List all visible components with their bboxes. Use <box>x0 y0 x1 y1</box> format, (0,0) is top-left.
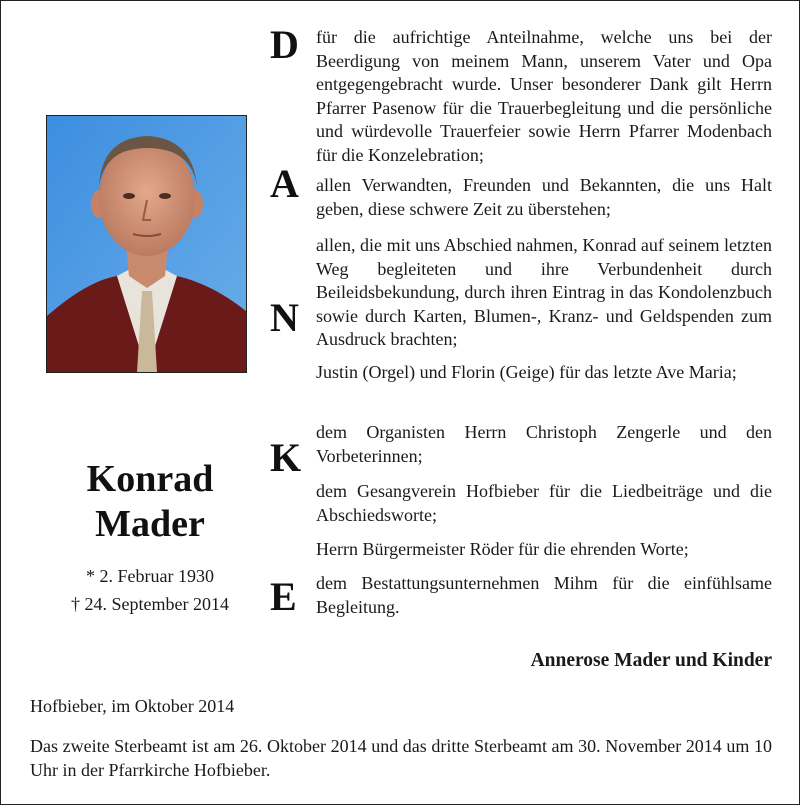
deceased-last-name: Mader <box>95 503 205 545</box>
portrait-photo <box>46 115 247 373</box>
thanks-paragraph-1: für die aufrichtige Anteilnahme, welche uns bei der Beerdigung von meinem Mann, unserem Vater und Opa entgegengebracht wurde. Unser besonderer Dank gilt Herrn Pfarrer Pasenow für die Trauerbegleitung und die persönliche und würdevolle Trauerfeier sowie Herrn Pfarrer Modenbach für die Konzelebration; <box>316 27 772 165</box>
thanks-paragraph-8: dem Bestattungsunternehmen Mihm für die einfühlsame Begleitung. <box>316 573 772 617</box>
letter-k: K <box>270 435 302 480</box>
deceased-first-name: Konrad <box>86 458 214 500</box>
letter-a: A <box>270 161 299 206</box>
death-date: † 24. September 2014 <box>71 594 229 614</box>
thanks-paragraph-7: Herrn Bürgermeister Röder für die ehrenden Worte; <box>316 539 689 559</box>
thanks-paragraph-6: dem Gesangverein Hofbieber für die Liedbeiträge und die Abschiedsworte; <box>316 481 772 525</box>
thanks-paragraph-2: allen Verwandten, Freunden und Bekannten, die uns Halt geben, diese schwere Zeit zu überstehen; <box>316 175 772 219</box>
place-date: Hofbieber, im Oktober 2014 <box>30 696 235 716</box>
thanks-paragraph-4: Justin (Orgel) und Florin (Geige) für das letzte Ave Maria; <box>316 362 737 382</box>
birth-date: * 2. Februar 1930 <box>86 566 214 586</box>
requiem-note: Das zweite Sterbeamt ist am 26. Oktober 2014 und das dritte Sterbeamt am 30. November 2014 um 10 Uhr in der Pfarrkirche Hofbieber. <box>30 736 772 780</box>
signature: Annerose Mader und Kinder <box>530 650 772 671</box>
letter-n: N <box>270 295 299 340</box>
thanks-paragraph-5: dem Organisten Herrn Christoph Zengerle und den Vorbeterinnen; <box>316 422 772 466</box>
thanks-paragraph-3: allen, die mit uns Abschied nahmen, Konrad auf seinem letzten Weg begleiteten und ihre Verbundenheit durch Beileidsbekundung, durch ihren Eintrag in das Kondolenzbuch sowie durch Karten, Blumen-, Kranz- und Geldspenden zum Ausdruck brachten; <box>316 235 772 349</box>
letter-d: D <box>270 22 299 67</box>
letter-e: E <box>270 574 297 619</box>
portrait-image <box>47 116 246 372</box>
